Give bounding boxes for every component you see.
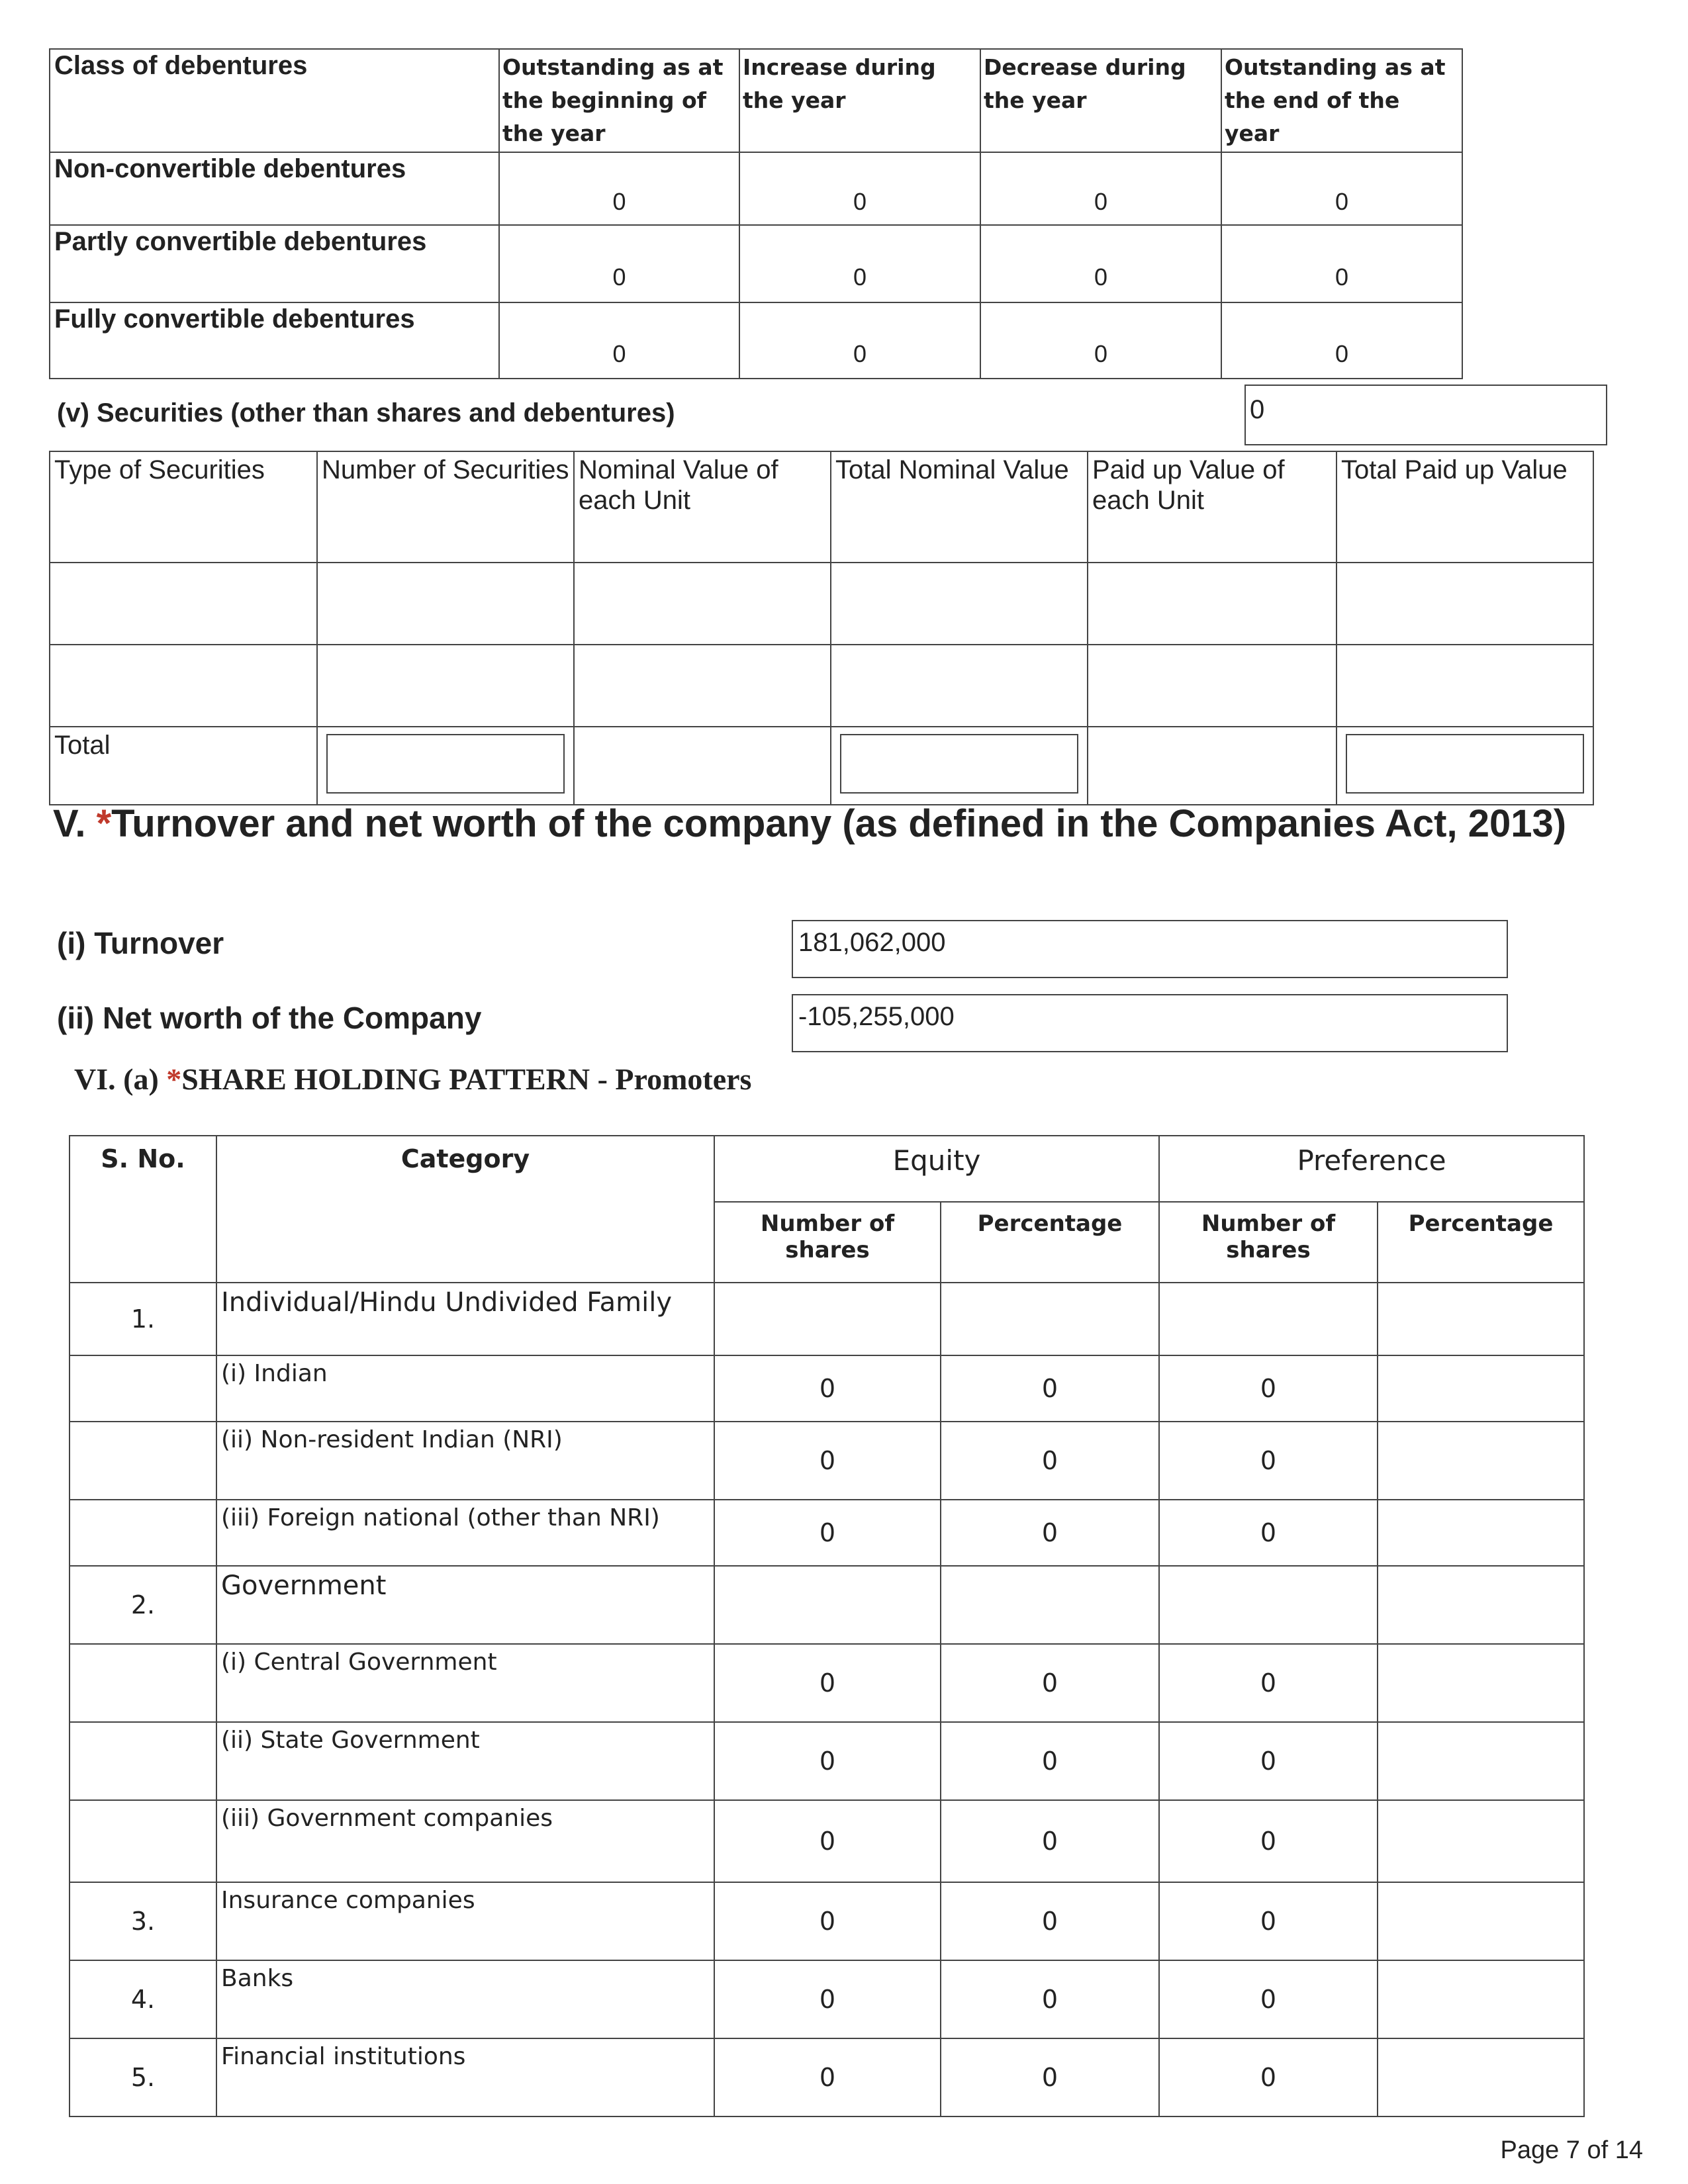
preference-shares-cell bbox=[1159, 1566, 1378, 1644]
cell-value: 0 bbox=[739, 302, 980, 379]
cell-value: 0 bbox=[739, 225, 980, 302]
header-decrease: Decrease during the year bbox=[980, 49, 1221, 152]
category-label: Individual/Hindu Undivided Family bbox=[216, 1283, 714, 1355]
equity-percentage-cell: 0 bbox=[941, 1500, 1159, 1566]
equity-shares-cell: 0 bbox=[714, 1355, 941, 1422]
preference-shares-cell: 0 bbox=[1159, 1422, 1378, 1500]
cell-empty[interactable] bbox=[317, 563, 574, 645]
equity-percentage-cell: 0 bbox=[941, 1882, 1159, 1960]
cell-empty[interactable] bbox=[574, 645, 831, 727]
page-number: Page 7 of 14 bbox=[1500, 2136, 1643, 2164]
cell-value: 0 bbox=[499, 152, 739, 225]
section-v-heading bbox=[53, 801, 1566, 846]
table-row bbox=[70, 1500, 1584, 1566]
equity-percentage-cell: 0 bbox=[941, 1800, 1159, 1882]
section-vi-heading bbox=[74, 1062, 751, 1097]
cell-empty[interactable] bbox=[831, 563, 1088, 645]
turnover-label: (i) Turnover bbox=[57, 926, 224, 960]
equity-shares-cell: 0 bbox=[714, 1882, 941, 1960]
cell-value: 0 bbox=[980, 302, 1221, 379]
header-number-of-securities: Number of Securities bbox=[317, 451, 574, 563]
preference-shares-cell: 0 bbox=[1159, 2038, 1378, 2116]
serial-number: 3. bbox=[70, 1882, 216, 1960]
preference-shares-cell: 0 bbox=[1159, 1882, 1378, 1960]
table-row bbox=[50, 152, 1462, 225]
required-star: * bbox=[166, 1062, 182, 1096]
cell-empty[interactable] bbox=[1336, 645, 1593, 727]
header-nominal-value: Nominal Value of each Unit bbox=[574, 451, 831, 563]
table-row bbox=[50, 563, 1593, 645]
table-row bbox=[50, 645, 1593, 727]
category-label: Government bbox=[216, 1566, 714, 1644]
preference-percentage-cell bbox=[1378, 1283, 1584, 1355]
serial-number bbox=[70, 1644, 216, 1722]
header-equity-percentage: Percentage bbox=[941, 1202, 1159, 1283]
cell-value: 0 bbox=[1221, 152, 1462, 225]
equity-shares-cell bbox=[714, 1283, 941, 1355]
preference-percentage-cell bbox=[1378, 1960, 1584, 2038]
preference-shares-cell: 0 bbox=[1159, 1500, 1378, 1566]
row-label: Non-convertible debentures bbox=[50, 152, 499, 225]
table-row bbox=[70, 1882, 1584, 1960]
category-label: Insurance companies bbox=[216, 1882, 714, 1960]
preference-shares-cell: 0 bbox=[1159, 1960, 1378, 2038]
equity-shares-cell: 0 bbox=[714, 1960, 941, 2038]
category-label: Banks bbox=[216, 1960, 714, 2038]
table-row bbox=[70, 1960, 1584, 2038]
equity-shares-cell bbox=[714, 1566, 941, 1644]
preference-percentage-cell bbox=[1378, 1355, 1584, 1422]
total-number-field[interactable] bbox=[326, 734, 565, 794]
category-label: (ii) State Government bbox=[216, 1722, 714, 1800]
total-nominal-field[interactable] bbox=[840, 734, 1078, 794]
category-label: (iii) Government companies bbox=[216, 1800, 714, 1882]
header-total-nominal-value: Total Nominal Value bbox=[831, 451, 1088, 563]
header-sno: S. No. bbox=[70, 1136, 216, 1283]
header-category: Category bbox=[216, 1136, 714, 1283]
equity-percentage-cell: 0 bbox=[941, 1722, 1159, 1800]
table-row bbox=[50, 225, 1462, 302]
table-row bbox=[70, 1800, 1584, 1882]
preference-percentage-cell bbox=[1378, 1644, 1584, 1722]
section-v-prefix: V. bbox=[53, 802, 97, 845]
serial-number bbox=[70, 1422, 216, 1500]
section-vi-title: SHARE HOLDING PATTERN - Promoters bbox=[181, 1062, 752, 1096]
serial-number bbox=[70, 1355, 216, 1422]
preference-percentage-cell bbox=[1378, 1566, 1584, 1644]
networth-field[interactable]: -105,255,000 bbox=[792, 994, 1508, 1052]
row-label: Partly convertible debentures bbox=[50, 225, 499, 302]
serial-number bbox=[70, 1800, 216, 1882]
equity-shares-cell: 0 bbox=[714, 1500, 941, 1566]
cell-value: 0 bbox=[980, 225, 1221, 302]
equity-shares-cell: 0 bbox=[714, 1800, 941, 1882]
equity-percentage-cell: 0 bbox=[941, 1422, 1159, 1500]
header-preference-shares: Number of shares bbox=[1159, 1202, 1378, 1283]
equity-percentage-cell: 0 bbox=[941, 1644, 1159, 1722]
cell-value: 0 bbox=[980, 152, 1221, 225]
preference-shares-cell bbox=[1159, 1283, 1378, 1355]
header-preference: Preference bbox=[1159, 1136, 1584, 1202]
section-v-title: Turnover and net worth of the company (as defined in the Companies Act, 2013) bbox=[111, 802, 1567, 845]
cell-empty[interactable] bbox=[574, 563, 831, 645]
serial-number bbox=[70, 1500, 216, 1566]
total-label: Total bbox=[50, 727, 317, 805]
equity-percentage-cell: 0 bbox=[941, 2038, 1159, 2116]
category-label: (i) Indian bbox=[216, 1355, 714, 1422]
securities-total-field[interactable]: 0 bbox=[1244, 385, 1607, 445]
header-class-of-debentures: Class of debentures bbox=[50, 49, 499, 152]
cell-empty[interactable] bbox=[1088, 645, 1336, 727]
cell-empty[interactable] bbox=[831, 645, 1088, 727]
cell-empty[interactable] bbox=[1088, 563, 1336, 645]
securities-table bbox=[49, 451, 1594, 805]
serial-number: 5. bbox=[70, 2038, 216, 2116]
serial-number: 4. bbox=[70, 1960, 216, 2038]
cell-value: 0 bbox=[1221, 302, 1462, 379]
table-row bbox=[70, 1422, 1584, 1500]
table-row bbox=[70, 1722, 1584, 1800]
header-outstanding-end: Outstanding as at the end of the year bbox=[1221, 49, 1462, 152]
serial-number: 1. bbox=[70, 1283, 216, 1355]
header-outstanding-beginning: Outstanding as at the beginning of the year bbox=[499, 49, 739, 152]
serial-number: 2. bbox=[70, 1566, 216, 1644]
cell-empty[interactable] bbox=[1336, 563, 1593, 645]
equity-shares-cell: 0 bbox=[714, 2038, 941, 2116]
equity-shares-cell: 0 bbox=[714, 1422, 941, 1500]
preference-shares-cell: 0 bbox=[1159, 1355, 1378, 1422]
total-paid-up-field[interactable] bbox=[1346, 734, 1584, 794]
cell-value: 0 bbox=[499, 302, 739, 379]
category-label: (i) Central Government bbox=[216, 1644, 714, 1722]
header-equity-shares: Number of shares bbox=[714, 1202, 941, 1283]
equity-percentage-cell bbox=[941, 1283, 1159, 1355]
header-increase: Increase during the year bbox=[739, 49, 980, 152]
cell-empty[interactable] bbox=[50, 563, 317, 645]
shareholding-table bbox=[69, 1135, 1585, 2117]
debentures-table bbox=[49, 48, 1463, 379]
turnover-field[interactable]: 181,062,000 bbox=[792, 920, 1508, 978]
required-star: * bbox=[96, 802, 112, 845]
header-paid-up-value: Paid up Value of each Unit bbox=[1088, 451, 1336, 563]
category-label: Financial institutions bbox=[216, 2038, 714, 2116]
section-vi-prefix: VI. (a) bbox=[74, 1062, 167, 1096]
table-row bbox=[70, 1644, 1584, 1722]
header-equity: Equity bbox=[714, 1136, 1159, 1202]
preference-percentage-cell bbox=[1378, 1882, 1584, 1960]
category-label: (ii) Non-resident Indian (NRI) bbox=[216, 1422, 714, 1500]
cell-value: 0 bbox=[499, 225, 739, 302]
total-row bbox=[50, 727, 1593, 805]
preference-shares-cell: 0 bbox=[1159, 1800, 1378, 1882]
preference-percentage-cell bbox=[1378, 1500, 1584, 1566]
preference-percentage-cell bbox=[1378, 2038, 1584, 2116]
equity-shares-cell: 0 bbox=[714, 1644, 941, 1722]
cell-value: 0 bbox=[1221, 225, 1462, 302]
header-type-of-securities: Type of Securities bbox=[50, 451, 317, 563]
table-row bbox=[70, 1566, 1584, 1644]
category-label: (iii) Foreign national (other than NRI) bbox=[216, 1500, 714, 1566]
row-label: Fully convertible debentures bbox=[50, 302, 499, 379]
header-preference-percentage: Percentage bbox=[1378, 1202, 1584, 1283]
header-total-paid-up-value: Total Paid up Value bbox=[1336, 451, 1593, 563]
cell-empty[interactable] bbox=[317, 645, 574, 727]
preference-percentage-cell bbox=[1378, 1800, 1584, 1882]
table-row bbox=[70, 2038, 1584, 2116]
preference-percentage-cell bbox=[1378, 1722, 1584, 1800]
securities-title: (v) Securities (other than shares and debentures) bbox=[57, 398, 675, 428]
table-row bbox=[70, 1355, 1584, 1422]
equity-percentage-cell: 0 bbox=[941, 1960, 1159, 2038]
serial-number bbox=[70, 1722, 216, 1800]
equity-percentage-cell: 0 bbox=[941, 1355, 1159, 1422]
equity-percentage-cell bbox=[941, 1566, 1159, 1644]
table-row bbox=[70, 1283, 1584, 1355]
equity-shares-cell: 0 bbox=[714, 1722, 941, 1800]
preference-shares-cell: 0 bbox=[1159, 1722, 1378, 1800]
preference-shares-cell: 0 bbox=[1159, 1644, 1378, 1722]
cell-value: 0 bbox=[739, 152, 980, 225]
preference-percentage-cell bbox=[1378, 1422, 1584, 1500]
table-row bbox=[50, 302, 1462, 379]
cell-empty[interactable] bbox=[50, 645, 317, 727]
networth-label: (ii) Net worth of the Company bbox=[57, 1001, 482, 1035]
